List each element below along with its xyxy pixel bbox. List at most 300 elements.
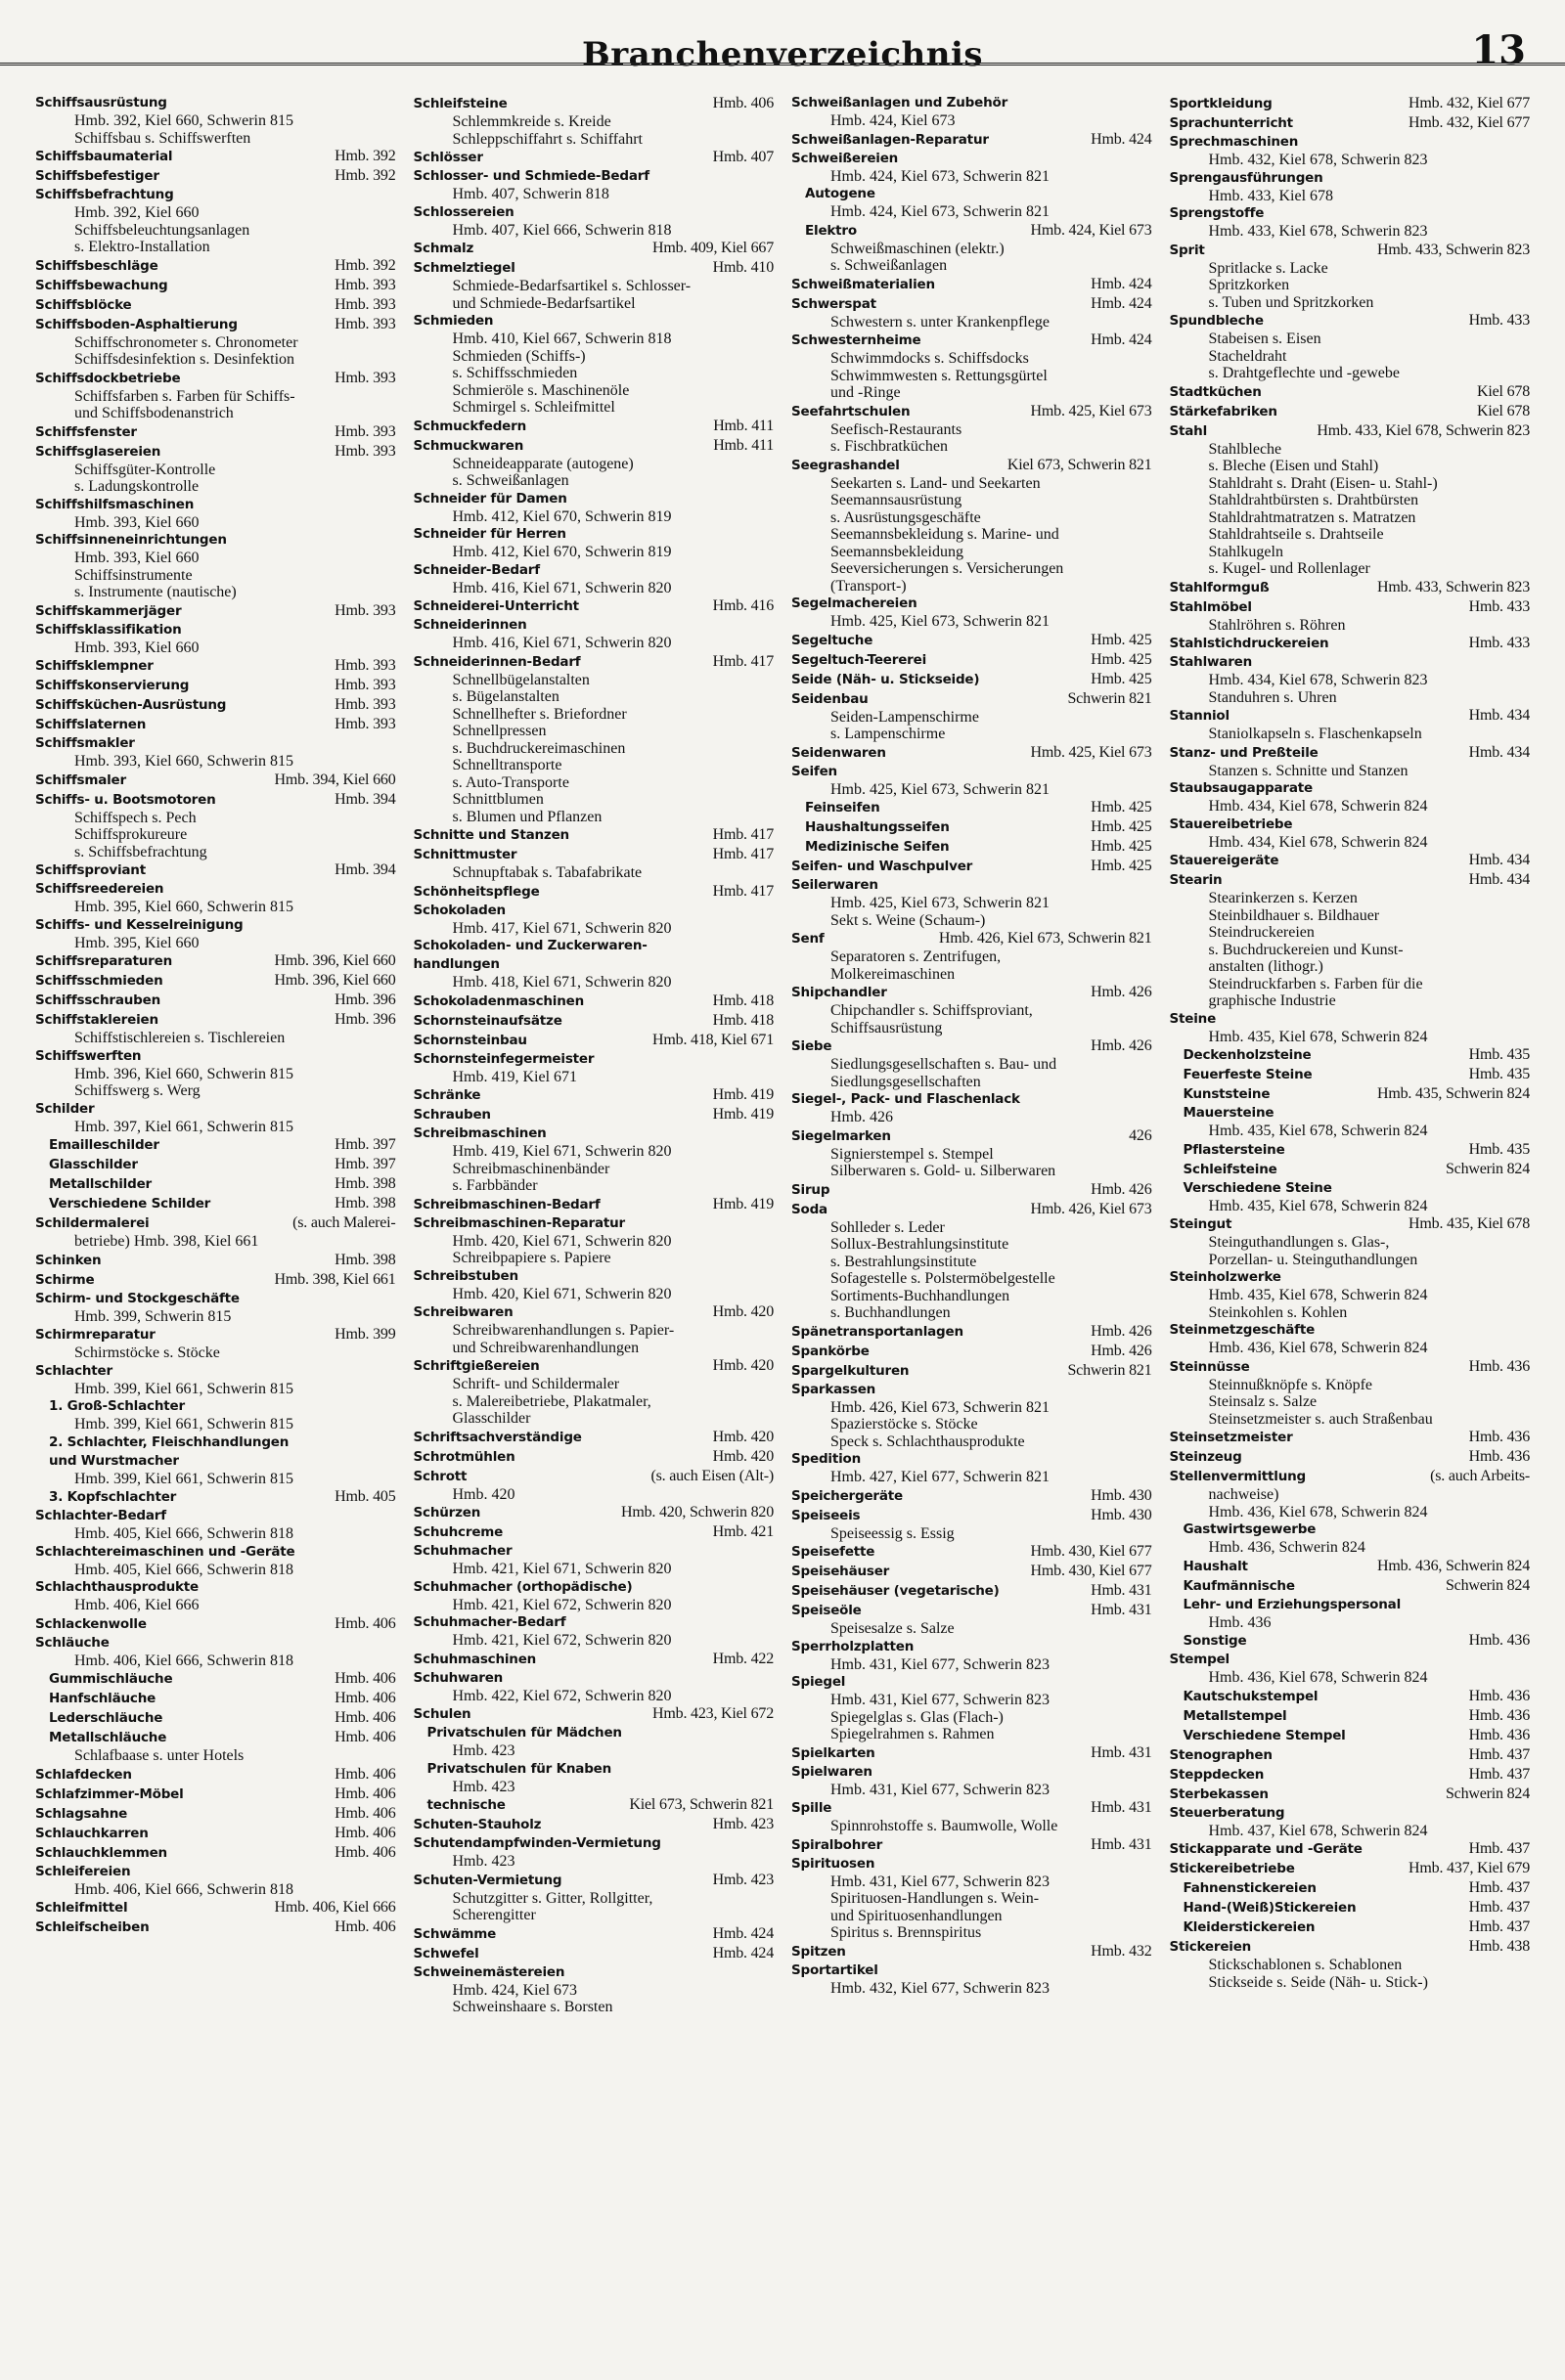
entry-line: Sortiments-Buchhandlungen: [830, 1287, 1010, 1304]
entry-location: Hmb. 406: [335, 1709, 396, 1726]
entry-line: Schreibwarenhandlungen s. Papier-: [452, 1322, 675, 1339]
entry-title: Steinsetzmeister: [1169, 1430, 1293, 1445]
entry-location: Hmb. 406: [335, 1843, 396, 1861]
directory-entry: [791, 817, 1152, 837]
entry-location: Hmb. 433, Schwerin 823: [1376, 241, 1530, 258]
entry-line: Stahlkugeln: [1208, 543, 1283, 560]
entry-heading: [791, 294, 1152, 314]
entry-title: Speisehäuser (vegetarische): [791, 1583, 1000, 1599]
directory-entry: [414, 1815, 775, 1834]
directory-entry: [35, 315, 396, 369]
entry-title: 1. Groß-Schlachter: [49, 1398, 185, 1414]
directory-entry: [35, 1397, 396, 1433]
entry-title: Haushaltungsseifen: [805, 819, 950, 835]
entry-heading: [35, 1213, 396, 1233]
entry-line: Hmb. 412, Kiel 670, Schwerin 819: [452, 544, 672, 560]
entry-title: Stahlformguß: [1169, 579, 1270, 595]
directory-entry: [35, 1010, 396, 1047]
entry-line: Schiffsprokureure: [74, 826, 188, 843]
directory-entry: [1170, 634, 1531, 653]
directory-entry: [35, 771, 396, 790]
entry-heading: [414, 1011, 775, 1031]
entry-location: Hmb. 406: [335, 1690, 396, 1706]
entry-line: s. Bestrahlungsinstitute: [830, 1253, 977, 1270]
entry-line: und Schiffsbodenanstrich: [74, 405, 234, 421]
directory-entry: [35, 880, 396, 916]
directory-entry: [35, 734, 396, 771]
entry-line: Seemannsbekleidung s. Marine- und: [830, 526, 1059, 543]
directory-entry: [35, 715, 396, 734]
entry-heading: [35, 186, 396, 204]
entry-line: Hmb. 395, Kiel 660: [74, 934, 200, 951]
directory-entry: [1170, 169, 1531, 205]
entry-location: Hmb. 420: [712, 1428, 774, 1445]
directory-entry: [791, 331, 1152, 402]
entry-line: Hmb. 434, Kiel 678, Schwerin 824: [1208, 798, 1428, 815]
entry-title: Senf: [791, 931, 825, 947]
entry-line: Schreibmaschinenbänder: [452, 1160, 610, 1177]
entry-heading: [35, 1174, 396, 1194]
directory-entry: [1170, 94, 1531, 113]
entry-location: Hmb. 424: [1091, 130, 1152, 148]
entry-title: Gastwirtsgewerbe: [1183, 1521, 1317, 1537]
entry-heading: [1170, 815, 1531, 834]
entry-line: Hmb. 407, Schwerin 818: [452, 186, 609, 202]
entry-line: Seekarten s. Land- und Seekarten: [830, 474, 1041, 492]
entry-location: Hmb. 426, Kiel 673, Schwerin 821: [938, 930, 1152, 947]
entry-line: Schiffsfarben s. Farben für Schiffs-: [74, 387, 295, 405]
entry-title: Spirituosen: [791, 1855, 875, 1872]
entry-title: Sprechmaschinen: [1169, 134, 1299, 150]
entry-heading: [414, 167, 775, 186]
directory-entry: [791, 1381, 1152, 1451]
entry-heading: [35, 256, 396, 276]
entry-title: Seidenwaren: [791, 744, 886, 761]
entry-title: Schiffsmakler: [35, 735, 135, 751]
entry-line: Hmb. 399, Kiel 661, Schwerin 815: [74, 1416, 293, 1432]
directory-entry: [35, 1433, 396, 1452]
entry-title: Spille: [791, 1800, 832, 1816]
directory-entry: [414, 652, 775, 826]
entry-title: Schirm- und Stockgeschäfte: [35, 1290, 240, 1306]
entry-line: Hmb. 435, Kiel 678, Schwerin 824: [1208, 1028, 1428, 1045]
entry-line: Hmb. 435, Kiel 678, Schwerin 824: [1208, 1287, 1428, 1303]
entry-line: Hmb. 399, Kiel 661, Schwerin 815: [74, 1380, 293, 1397]
directory-entry: [1170, 1321, 1531, 1357]
entry-line: Schnellhefter s. Briefordner: [452, 705, 627, 723]
entry-heading: [35, 771, 396, 790]
entry-location: Hmb. 406, Kiel 666: [274, 1899, 396, 1916]
entry-line: Hmb. 426, Kiel 673, Schwerin 821: [830, 1398, 1050, 1416]
page-title: Branchenverzeichnis: [581, 35, 984, 74]
entry-title: Stanz- und Preßteile: [1169, 744, 1319, 761]
entry-title: Spänetransportanlagen: [791, 1323, 963, 1340]
entry-line: Hmb. 406, Kiel 666: [74, 1597, 200, 1613]
entry-title: technische: [426, 1797, 506, 1813]
entry-location: Hmb. 423: [712, 1871, 774, 1888]
entry-title: Segeltuche: [791, 632, 873, 648]
entry-line: Hmb. 405, Kiel 666, Schwerin 818: [74, 1561, 293, 1578]
entry-heading: [1170, 851, 1531, 870]
entry-line: Schnellpressen: [452, 723, 547, 739]
directory-entry: [1170, 1859, 1531, 1878]
entry-location: Hmb. 407: [712, 149, 774, 165]
entry-title: Steppdecken: [1169, 1766, 1265, 1783]
entry-location: Hmb. 435: [1468, 1140, 1530, 1158]
directory-entry: [414, 1963, 775, 2016]
entry-location: Hmb. 435, Kiel 678: [1408, 1215, 1530, 1232]
entry-title: Schlachter-Bedarf: [35, 1508, 166, 1523]
entry-title: Schnittmuster: [413, 847, 517, 862]
directory-entry: [35, 1174, 396, 1194]
entry-line: Chipchandler s. Schiffsproviant,: [830, 1002, 1033, 1019]
entry-title: Schuhcreme: [413, 1524, 504, 1540]
entry-heading: [414, 417, 775, 436]
entry-title: Verschiedene Schilder: [49, 1196, 211, 1212]
entry-title: Schneider für Damen: [413, 490, 567, 507]
entry-heading: [1170, 1765, 1531, 1785]
entry-title: Schiffs- u. Bootsmotoren: [35, 791, 216, 808]
entry-heading: [414, 1503, 775, 1522]
entry-heading: [791, 983, 1152, 1002]
entry-line: Schiffsbeleuchtungsanlagen: [74, 221, 250, 239]
entry-title: Schlachtereimaschinen und -Geräte: [35, 1543, 295, 1560]
entry-title: Schuhmaschinen: [413, 1651, 537, 1667]
entry-location: Hmb. 431: [1091, 1582, 1152, 1599]
entry-heading: [414, 1613, 775, 1632]
entry-line: anstalten (lithogr.): [1208, 958, 1323, 975]
directory-entry: [414, 1267, 775, 1303]
directory-entry: [414, 882, 775, 902]
entry-line: Schiffstischlereien s. Tischlereien: [74, 1030, 286, 1046]
entry-location: Hmb. 393: [335, 677, 396, 693]
entry-heading: [414, 596, 775, 616]
entry-line: Hmb. 431, Kiel 677, Schwerin 823: [830, 1692, 1050, 1708]
directory-entry: [35, 1507, 396, 1543]
entry-location: Hmb. 410: [712, 259, 774, 276]
directory-column: [414, 94, 775, 2016]
entry-line: Schwimmdocks s. Schiffsdocks: [830, 350, 1029, 367]
entry-heading: [35, 1898, 396, 1917]
directory-entry: [35, 1669, 396, 1689]
entry-heading: [1170, 1706, 1531, 1726]
entry-line: Hmb. 424, Kiel 673: [452, 1981, 578, 1999]
entry-line: Hmb. 434, Kiel 678, Schwerin 824: [1208, 833, 1428, 851]
entry-heading: [414, 1760, 775, 1779]
entry-heading: [791, 1673, 1152, 1692]
entry-heading: [791, 798, 1152, 817]
entry-line: s. Lampenschirme: [830, 726, 946, 742]
entry-line: Hmb. 416, Kiel 671, Schwerin 820: [452, 635, 672, 651]
entry-line: Hmb. 424, Kiel 673: [830, 112, 956, 129]
entry-line: Hmb. 417, Kiel 671, Schwerin 820: [452, 919, 672, 937]
entry-location: Hmb. 425, Kiel 673: [1030, 743, 1152, 761]
entry-line: Hmb. 423: [452, 1742, 515, 1759]
entry-line: s. Malereibetriebe, Plakatmaler,: [452, 1392, 651, 1410]
entry-heading: [1170, 1878, 1531, 1898]
entry-line: Steinbildhauer s. Bildhauer: [1208, 906, 1380, 924]
entry-title: Gummischläuche: [49, 1671, 173, 1687]
entry-heading: [414, 937, 775, 955]
entry-heading: [1170, 1557, 1531, 1576]
entry-line: Silberwaren s. Gold- u. Silberwaren: [830, 1163, 1056, 1179]
entry-location: Hmb. 417: [712, 846, 774, 862]
entry-title: Schlackenwolle: [35, 1615, 147, 1632]
entry-heading: [35, 276, 396, 295]
entry-title: Schlafzimmer-Möbel: [35, 1785, 184, 1802]
entry-title: Schiffskammerjäger: [35, 602, 182, 619]
entry-heading: [791, 150, 1152, 168]
entry-line: s. Schiffsschmieden: [452, 365, 578, 381]
entry-heading: [35, 1824, 396, 1843]
entry-location: Hmb. 433, Kiel 678, Schwerin 823: [1317, 421, 1530, 439]
entry-title: Schulen: [413, 1706, 471, 1722]
entry-heading: [35, 1765, 396, 1785]
entry-heading: [791, 595, 1152, 613]
directory-entry: [414, 312, 775, 417]
entry-title: Schleifsteine: [1183, 1161, 1277, 1177]
entry-location: Schwerin 824: [1445, 1576, 1530, 1594]
entry-line: Hmb. 435, Kiel 678, Schwerin 824: [1208, 1197, 1428, 1214]
entry-location: Hmb. 423: [712, 1816, 774, 1832]
entry-title: Shipchandler: [791, 985, 887, 1000]
entry-heading: [414, 1267, 775, 1286]
entry-line: Schiffsausrüstung: [830, 1019, 943, 1036]
directory-entry: [1170, 1726, 1531, 1745]
entry-line: Siedlungsgesellschaften s. Bau- und: [830, 1056, 1057, 1073]
entry-line: Stahldraht s. Draht (Eisen- u. Stahl-): [1208, 474, 1438, 492]
directory-entry: [791, 130, 1152, 150]
entry-title: Schrauben: [413, 1107, 491, 1123]
entry-line: Hmb. 418, Kiel 671, Schwerin 820: [452, 974, 672, 991]
entry-title: Sprengstoffe: [1169, 205, 1265, 221]
entry-heading: [35, 1843, 396, 1863]
entry-heading: [414, 1578, 775, 1597]
entry-title: Schlösser: [413, 150, 483, 165]
directory-entry: [1170, 1084, 1531, 1104]
entry-title: Hanfschläuche: [49, 1691, 156, 1706]
entry-line: Hmb. 422, Kiel 672, Schwerin 820: [452, 1687, 672, 1704]
directory-entry: [35, 1898, 396, 1917]
entry-line: Hmb. 436, Kiel 678, Schwerin 824: [1208, 1503, 1428, 1521]
entry-location: Hmb. 433, Schwerin 823: [1376, 578, 1530, 595]
entry-title: Schläuche: [35, 1634, 110, 1651]
entry-heading: [414, 1795, 775, 1815]
entry-title: Schiffsboden-Asphaltierung: [35, 316, 238, 332]
entry-location: Hmb. 430, Kiel 677: [1030, 1563, 1152, 1579]
entry-line: Hmb. 416, Kiel 671, Schwerin 820: [452, 579, 672, 596]
entry-line: Scherengitter: [452, 1907, 536, 1923]
entry-location: Hmb. 432, Kiel 677: [1408, 95, 1530, 111]
entry-line: s. Elektro-Installation: [74, 239, 210, 255]
entry-location: Hmb. 436, Schwerin 824: [1376, 1557, 1530, 1574]
entry-line: s. Auto-Transporte: [452, 773, 569, 791]
entry-heading: [1170, 1104, 1531, 1123]
entry-location: Hmb. 437: [1468, 1879, 1530, 1896]
entry-heading: [414, 1356, 775, 1376]
entry-heading: [35, 1689, 396, 1708]
entry-line: Steindruckereien: [1208, 924, 1315, 941]
entry-location: Schwerin 824: [1445, 1160, 1530, 1177]
directory-entry: [35, 94, 396, 147]
entry-line: Sofagestelle s. Polstermöbelgestelle: [830, 1270, 1055, 1287]
entry-location: Hmb. 436: [1468, 1632, 1530, 1649]
directory-entry: [1170, 1065, 1531, 1084]
entry-location: Hmb. 431: [1091, 1743, 1152, 1761]
entry-title: Schornsteinaufsätze: [413, 1012, 562, 1029]
entry-title: Glasschilder: [49, 1157, 138, 1172]
entry-location: Hmb. 436: [1468, 1726, 1530, 1743]
entry-heading: [1170, 1357, 1531, 1377]
directory-columns: [35, 94, 1530, 2016]
entry-line: Hmb. 412, Kiel 670, Schwerin 819: [452, 507, 672, 525]
entry-line: Stahlbleche: [1208, 440, 1282, 458]
entry-line: Schreibpapiere s. Papiere: [452, 1250, 611, 1266]
entry-heading: [414, 1214, 775, 1233]
directory-entry: [791, 1200, 1152, 1322]
directory-entry: [414, 1214, 775, 1267]
entry-title: Seifen- und Waschpulver: [791, 859, 973, 874]
entry-line: s. Tuben und Spritzkorken: [1208, 293, 1374, 311]
directory-entry: [1170, 1557, 1531, 1576]
entry-heading: [35, 94, 396, 112]
entry-title: Schmelztiegel: [413, 260, 515, 276]
entry-location: Hmb. 397: [335, 1156, 396, 1172]
entry-title: Stellenvermittlung: [1169, 1469, 1306, 1484]
directory-entry: [35, 656, 396, 676]
entry-heading: [1170, 1726, 1531, 1745]
entry-title: Schuten-Stauholz: [413, 1817, 542, 1832]
directory-entry: [35, 790, 396, 861]
entry-line: Steindruckfarben s. Farben für die: [1208, 975, 1423, 992]
entry-line: Spinnrohstoffe s. Baumwolle, Wolle: [830, 1818, 1058, 1834]
directory-entry: [414, 1447, 775, 1467]
entry-title: Seide (Näh- u. Stickseide): [791, 671, 980, 687]
directory-entry: [791, 1763, 1152, 1799]
entry-line: Hmb. 406, Kiel 666, Schwerin 818: [74, 1652, 293, 1669]
entry-title: Emailleschilder: [49, 1137, 159, 1153]
directory-entry: [1170, 870, 1531, 1010]
entry-heading: [414, 1195, 775, 1214]
entry-location: Hmb. 418: [712, 992, 774, 1009]
entry-title: Schilder: [35, 1100, 95, 1117]
entry-heading: [414, 1704, 775, 1724]
entry-title: Schweißanlagen-Reparatur: [791, 131, 989, 148]
entry-heading: [35, 860, 396, 880]
entry-heading: [35, 1270, 396, 1290]
entry-location: Hmb. 406: [335, 1785, 396, 1802]
entry-title: Schneiderei-Unterricht: [413, 598, 579, 614]
directory-entry: [35, 1452, 396, 1488]
entry-location: (s. auch Malerei-: [292, 1214, 396, 1231]
directory-entry: [1170, 1357, 1531, 1429]
entry-heading: [791, 1942, 1152, 1961]
entry-heading: [35, 1362, 396, 1381]
entry-line: s. Kugel- und Rollenlager: [1208, 560, 1370, 577]
directory-entry: [414, 902, 775, 938]
entry-line: und Schmiede-Bedarfsartikel: [452, 294, 636, 312]
entry-title: Schiffsglasereien: [35, 443, 161, 460]
directory-entry: [1170, 1428, 1531, 1447]
entry-heading: [35, 991, 396, 1010]
entry-line: Seiden-Lampenschirme: [830, 708, 979, 726]
directory-entry: [414, 417, 775, 436]
entry-heading: [791, 631, 1152, 650]
entry-title: Schiffsinneneinrichtungen: [35, 532, 227, 548]
entry-title: Soda: [791, 1201, 827, 1217]
entry-title: Autogene: [805, 186, 875, 201]
entry-heading: [791, 1763, 1152, 1782]
entry-location: Hmb. 417: [712, 652, 774, 670]
entry-title: Metallstempel: [1183, 1707, 1287, 1724]
entry-line: Glasschilder: [452, 1410, 531, 1427]
entry-heading: [1170, 597, 1531, 617]
entry-title: Schönheitspflege: [413, 883, 540, 900]
entry-line: Hmb. 396, Kiel 660, Schwerin 815: [74, 1065, 293, 1082]
directory-entry: [414, 1613, 775, 1650]
entry-title: Schleifereien: [35, 1863, 131, 1879]
directory-entry: [35, 147, 396, 166]
entry-location: Hmb. 437: [1468, 1840, 1530, 1857]
entry-heading: [35, 951, 396, 971]
directory-entry: [35, 166, 396, 186]
entry-line: Hmb. 424, Kiel 673, Schwerin 821: [830, 167, 1050, 185]
directory-entry: [35, 676, 396, 695]
directory-entry: [1170, 1687, 1531, 1706]
entry-location: Hmb. 425: [1091, 650, 1152, 668]
directory-entry: [35, 1213, 396, 1251]
directory-entry: [35, 991, 396, 1010]
entry-heading: [414, 1669, 775, 1688]
entry-line: Hmb. 395, Kiel 660, Schwerin 815: [74, 899, 293, 915]
entry-heading: [35, 315, 396, 334]
directory-entry: [414, 596, 775, 616]
entry-line: Separatoren s. Zentrifugen,: [830, 948, 1002, 965]
directory-entry: [35, 1765, 396, 1785]
entry-heading: [35, 734, 396, 753]
directory-entry: [414, 1542, 775, 1578]
entry-location: Hmb. 435, Schwerin 824: [1376, 1085, 1530, 1102]
entry-heading: [414, 94, 775, 113]
entry-heading: [791, 130, 1152, 150]
entry-location: Hmb. 433: [1468, 597, 1530, 615]
entry-heading: [414, 1944, 775, 1963]
entry-location: Hmb. 416: [712, 597, 774, 614]
directory-entry: [791, 1322, 1152, 1342]
directory-entry: [414, 1760, 775, 1796]
directory-entry: [35, 1155, 396, 1174]
entry-heading: [35, 1433, 396, 1452]
entry-line: Schnittblumen: [452, 791, 544, 808]
directory-entry: [791, 94, 1152, 130]
entry-line: s. Schweißanlagen: [830, 257, 948, 274]
entry-title: Schreibstuben: [413, 1267, 518, 1284]
directory-entry: [35, 1614, 396, 1634]
entry-line: Stahldrahtmatratzen s. Matratzen: [1208, 508, 1416, 526]
entry-title: Schiffskonservierung: [35, 678, 190, 693]
entry-line: s. Fischbratküchen: [830, 438, 948, 455]
entry-location: Hmb. 434: [1468, 743, 1530, 761]
entry-heading: [414, 1428, 775, 1447]
entry-line: Schiffsbau s. Schiffswerften: [74, 129, 251, 147]
entry-heading: [1170, 1687, 1531, 1706]
entry-heading: [414, 1447, 775, 1467]
entry-title: Speisehäuser: [791, 1564, 890, 1579]
entry-heading: [35, 1578, 396, 1597]
directory-entry: [1170, 311, 1531, 382]
entry-line: Hmb. 436, Kiel 678, Schwerin 824: [1208, 1669, 1428, 1686]
entry-heading: [35, 1010, 396, 1030]
